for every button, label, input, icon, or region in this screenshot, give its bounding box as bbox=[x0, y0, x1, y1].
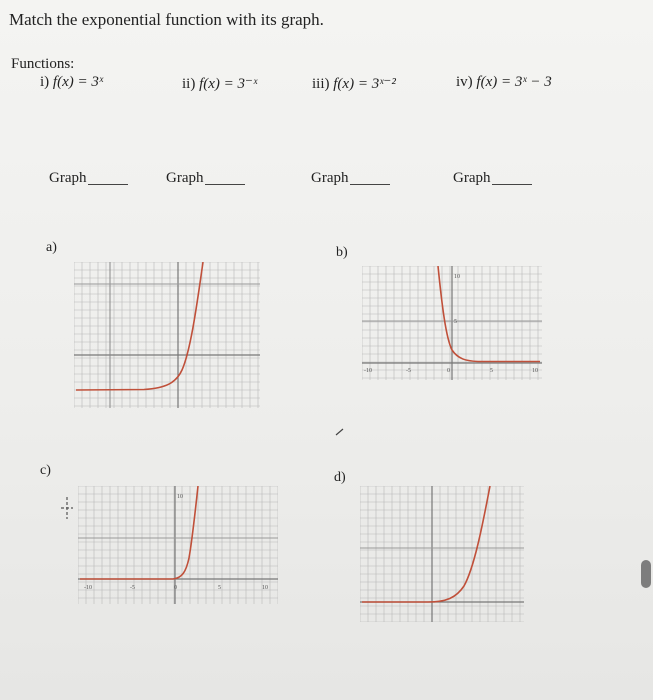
function-expression: f(x) = 3ˣ − 3 bbox=[476, 74, 552, 90]
graph-blank-label: Graph bbox=[311, 170, 349, 186]
tick-label: -10 bbox=[84, 585, 92, 591]
tick-label: -5 bbox=[406, 368, 411, 374]
graph-c-label: c) bbox=[40, 463, 51, 478]
answer-blank[interactable] bbox=[350, 183, 390, 185]
graph-blank-2[interactable] bbox=[166, 170, 245, 187]
graph-b bbox=[362, 266, 542, 380]
graph-blank-3[interactable] bbox=[311, 170, 390, 187]
function-numeral: i) bbox=[40, 74, 50, 90]
answer-blank[interactable] bbox=[88, 183, 128, 185]
stray-mark bbox=[335, 428, 345, 436]
tick-label: 10 bbox=[532, 368, 538, 374]
graph-blank-label: Graph bbox=[166, 170, 204, 186]
function-numeral: iv) bbox=[456, 74, 473, 90]
tick-label: -5 bbox=[130, 585, 135, 591]
function-ii bbox=[182, 74, 257, 93]
tick-label: 10 bbox=[177, 494, 183, 500]
function-numeral: iii) bbox=[312, 76, 330, 92]
function-expression: f(x) = 3ˣ⁻² bbox=[333, 76, 396, 92]
tick-label: 0 bbox=[174, 585, 177, 591]
graph-d bbox=[360, 486, 524, 622]
functions-label: Functions: bbox=[11, 56, 75, 72]
graph-blank-label: Graph bbox=[49, 170, 87, 186]
function-iii bbox=[312, 74, 396, 93]
graph-blank-label: Graph bbox=[453, 170, 491, 186]
function-iv bbox=[456, 74, 552, 91]
graph-c bbox=[78, 486, 278, 604]
page-title: Match the exponential function with its graph. bbox=[9, 10, 324, 29]
graph-blank-1[interactable] bbox=[49, 170, 128, 187]
answer-blank[interactable] bbox=[492, 183, 532, 185]
scrollbar-thumb[interactable] bbox=[641, 560, 651, 588]
graph-b-label: b) bbox=[336, 245, 348, 260]
function-expression: f(x) = 3⁻ˣ bbox=[199, 76, 258, 92]
graph-a-label: a) bbox=[46, 240, 57, 255]
graph-d-label: d) bbox=[334, 470, 346, 485]
function-numeral: ii) bbox=[182, 76, 196, 92]
function-expression: f(x) = 3ˣ bbox=[52, 74, 104, 90]
tick-label: 10 bbox=[454, 274, 460, 280]
answer-blank[interactable] bbox=[205, 183, 245, 185]
tick-label: 10 bbox=[262, 585, 268, 591]
tick-label: 5 bbox=[218, 585, 221, 591]
axis-fragment-mark bbox=[60, 495, 74, 521]
curve bbox=[362, 486, 490, 602]
graph-blank-4[interactable] bbox=[453, 170, 532, 187]
tick-label: 5 bbox=[454, 319, 457, 325]
function-i bbox=[40, 74, 103, 91]
tick-label: 5 bbox=[490, 368, 493, 374]
tick-label: -10 bbox=[364, 368, 372, 374]
tick-label: 0 bbox=[447, 368, 450, 374]
graph-a bbox=[74, 262, 260, 408]
